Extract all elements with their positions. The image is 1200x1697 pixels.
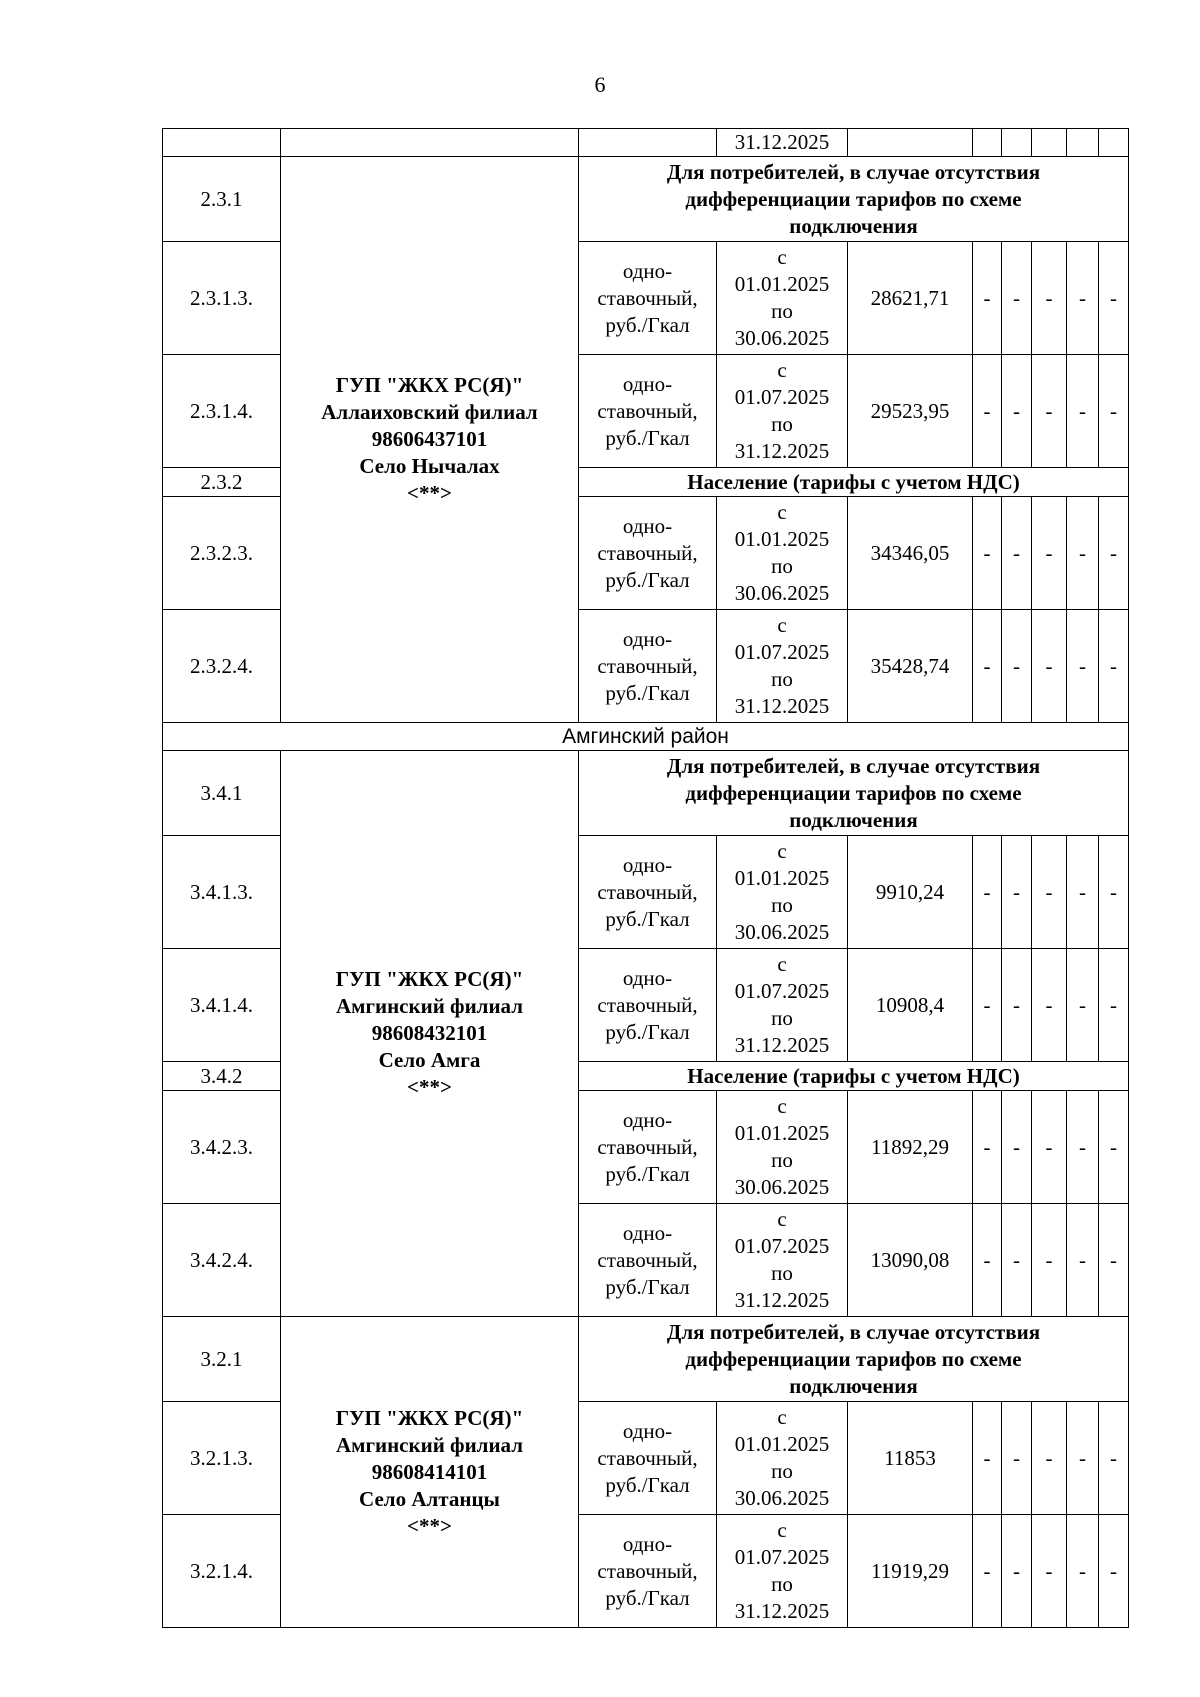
period-cell: с 01.01.2025 по 30.06.2025 xyxy=(717,497,848,610)
row-code: 3.4.2.3. xyxy=(163,1091,281,1204)
table-row: 2.3.2.4. одно- ставочный, руб./Гкал с 01.07.2025 по 31.12.2025 35428,74 - - - - - xyxy=(163,610,1129,723)
organization-cell xyxy=(281,1317,579,1628)
org-code: 98608432101 xyxy=(371,1021,488,1045)
continuation-row xyxy=(163,129,1129,157)
row-code: 2.3.1.3. xyxy=(163,242,281,355)
organization-cell xyxy=(281,157,579,723)
tariff-type: одно- ставочный, руб./Гкал xyxy=(579,1204,717,1317)
table-row xyxy=(163,157,1129,242)
tariff-type: одно- ставочный, руб./Гкал xyxy=(579,949,717,1062)
row-code: 3.2.1 xyxy=(163,1317,281,1402)
date-cell: 31.12.2025 xyxy=(717,129,848,157)
tariff-value: 34346,05 xyxy=(848,497,973,610)
row-code: 3.4.1 xyxy=(163,751,281,836)
group-header-consumers: Для потребителей, в случае отсутствия дифференциации тарифов по схеме подключения xyxy=(579,157,1129,242)
group-header-consumers: Для потребителей, в случае отсутствия дифференциации тарифов по схеме подключения xyxy=(579,1317,1129,1402)
tariff-value: 11892,29 xyxy=(848,1091,973,1204)
tariff-value: 11853 xyxy=(848,1402,973,1515)
period-cell: с 01.07.2025 по 31.12.2025 xyxy=(717,610,848,723)
period-cell: с 01.07.2025 по 31.12.2025 xyxy=(717,949,848,1062)
page-number: 6 xyxy=(594,72,606,97)
tariff-value: 13090,08 xyxy=(848,1204,973,1317)
group-header-population: Население (тарифы с учетом НДС) xyxy=(579,1062,1129,1091)
tariff-type: одно- ставочный, руб./Гкал xyxy=(579,836,717,949)
row-code: 2.3.1.4. xyxy=(163,355,281,468)
group-header-population: Население (тарифы с учетом НДС) xyxy=(579,468,1129,497)
org-branch: Амгинский филиал xyxy=(335,1432,524,1457)
period-cell: с 01.01.2025 по 30.06.2025 xyxy=(717,242,848,355)
table-row: 3.4.2.3. одно- ставочный, руб./Гкал с 01.01.2025 по 30.06.2025 11892,29 - - - - - xyxy=(163,1091,1129,1204)
tariff-table xyxy=(162,128,1129,1628)
org-note: <**> xyxy=(407,1513,452,1538)
table-row: 3.2.1.3. одно- ставочный, руб./Гкал с 01.01.2025 по 30.06.2025 11853 - - - - - xyxy=(163,1402,1129,1515)
row-code: 2.3.2 xyxy=(163,468,281,497)
organization-cell xyxy=(281,751,579,1317)
tariff-type: одно- ставочный, руб./Гкал xyxy=(579,1091,717,1204)
table-row xyxy=(163,1317,1129,1402)
period-cell: с 01.07.2025 по 31.12.2025 xyxy=(717,1204,848,1317)
period-cell: с 01.07.2025 по 31.12.2025 xyxy=(717,1515,848,1628)
tariff-value: 29523,95 xyxy=(848,355,973,468)
org-settlement: Село Нычалах xyxy=(359,454,500,478)
district-name: Амгинский район xyxy=(163,723,1129,751)
table-row: 2.3.1.4. одно- ставочный, руб./Гкал с 01.07.2025 по 31.12.2025 29523,95 - - - - - xyxy=(163,355,1129,468)
tariff-type: одно- ставочный, руб./Гкал xyxy=(579,242,717,355)
row-code: 2.3.2.3. xyxy=(163,497,281,610)
period-cell: с 01.01.2025 по 30.06.2025 xyxy=(717,1402,848,1515)
district-row xyxy=(163,723,1129,751)
table-row: 3.4.1.3. одно- ставочный, руб./Гкал с 01.01.2025 по 30.06.2025 9910,24 - - - - - xyxy=(163,836,1129,949)
table-row: 2.3.1.3. одно- ставочный, руб./Гкал с 01.01.2025 по 30.06.2025 28621,71 - - - - - xyxy=(163,242,1129,355)
org-code: 98606437101 xyxy=(371,427,488,451)
org-name: ГУП "ЖКХ РС(Я)" xyxy=(335,373,524,397)
tariff-value: 9910,24 xyxy=(848,836,973,949)
row-code: 2.3.1 xyxy=(163,157,281,242)
row-code: 2.3.2.4. xyxy=(163,610,281,723)
tariff-value: 28621,71 xyxy=(848,242,973,355)
tariff-type: одно- ставочный, руб./Гкал xyxy=(579,355,717,468)
tariff-type: одно- ставочный, руб./Гкал xyxy=(579,497,717,610)
period-cell: с 01.01.2025 по 30.06.2025 xyxy=(717,1091,848,1204)
row-code: 3.4.1.4. xyxy=(163,949,281,1062)
table-row: 3.4.1.4. одно- ставочный, руб./Гкал с 01.07.2025 по 31.12.2025 10908,4 - - - - - xyxy=(163,949,1129,1062)
row-code: 3.4.1.3. xyxy=(163,836,281,949)
tariff-value: 10908,4 xyxy=(848,949,973,1062)
org-code: 98608414101 xyxy=(371,1459,488,1484)
tariff-value: 35428,74 xyxy=(848,610,973,723)
org-name: ГУП "ЖКХ РС(Я)" xyxy=(335,967,524,991)
org-name: ГУП "ЖКХ РС(Я)" xyxy=(335,1405,524,1430)
org-branch: Амгинский филиал xyxy=(335,994,524,1018)
group-header-consumers: Для потребителей, в случае отсутствия дифференциации тарифов по схеме подключения xyxy=(579,751,1129,836)
table-row xyxy=(163,751,1129,836)
period-cell: с 01.01.2025 по 30.06.2025 xyxy=(717,836,848,949)
row-code: 3.2.1.3. xyxy=(163,1402,281,1515)
table-row: 2.3.2.3. одно- ставочный, руб./Гкал с 01.01.2025 по 30.06.2025 34346,05 - - - - - xyxy=(163,497,1129,610)
row-code: 3.4.2 xyxy=(163,1062,281,1091)
table-row: 3.4.2.4. одно- ставочный, руб./Гкал с 01.07.2025 по 31.12.2025 13090,08 - - - - - xyxy=(163,1204,1129,1317)
tariff-type: одно- ставочный, руб./Гкал xyxy=(579,610,717,723)
org-branch: Аллаиховский филиал xyxy=(321,400,538,424)
tariff-value: 11919,29 xyxy=(848,1515,973,1628)
row-code: 3.4.2.4. xyxy=(163,1204,281,1317)
org-settlement: Село Амга xyxy=(378,1048,481,1072)
row-code: 3.2.1.4. xyxy=(163,1515,281,1628)
table-row: 3.2.1.4. одно- ставочный, руб./Гкал с 01.07.2025 по 31.12.2025 11919,29 - - - - - xyxy=(163,1515,1129,1628)
tariff-type: одно- ставочный, руб./Гкал xyxy=(579,1515,717,1628)
org-settlement: Село Алтанцы xyxy=(359,1486,500,1511)
org-note: <**> xyxy=(407,1075,452,1099)
org-note: <**> xyxy=(407,481,452,505)
tariff-type: одно- ставочный, руб./Гкал xyxy=(579,1402,717,1515)
period-cell: с 01.07.2025 по 31.12.2025 xyxy=(717,355,848,468)
